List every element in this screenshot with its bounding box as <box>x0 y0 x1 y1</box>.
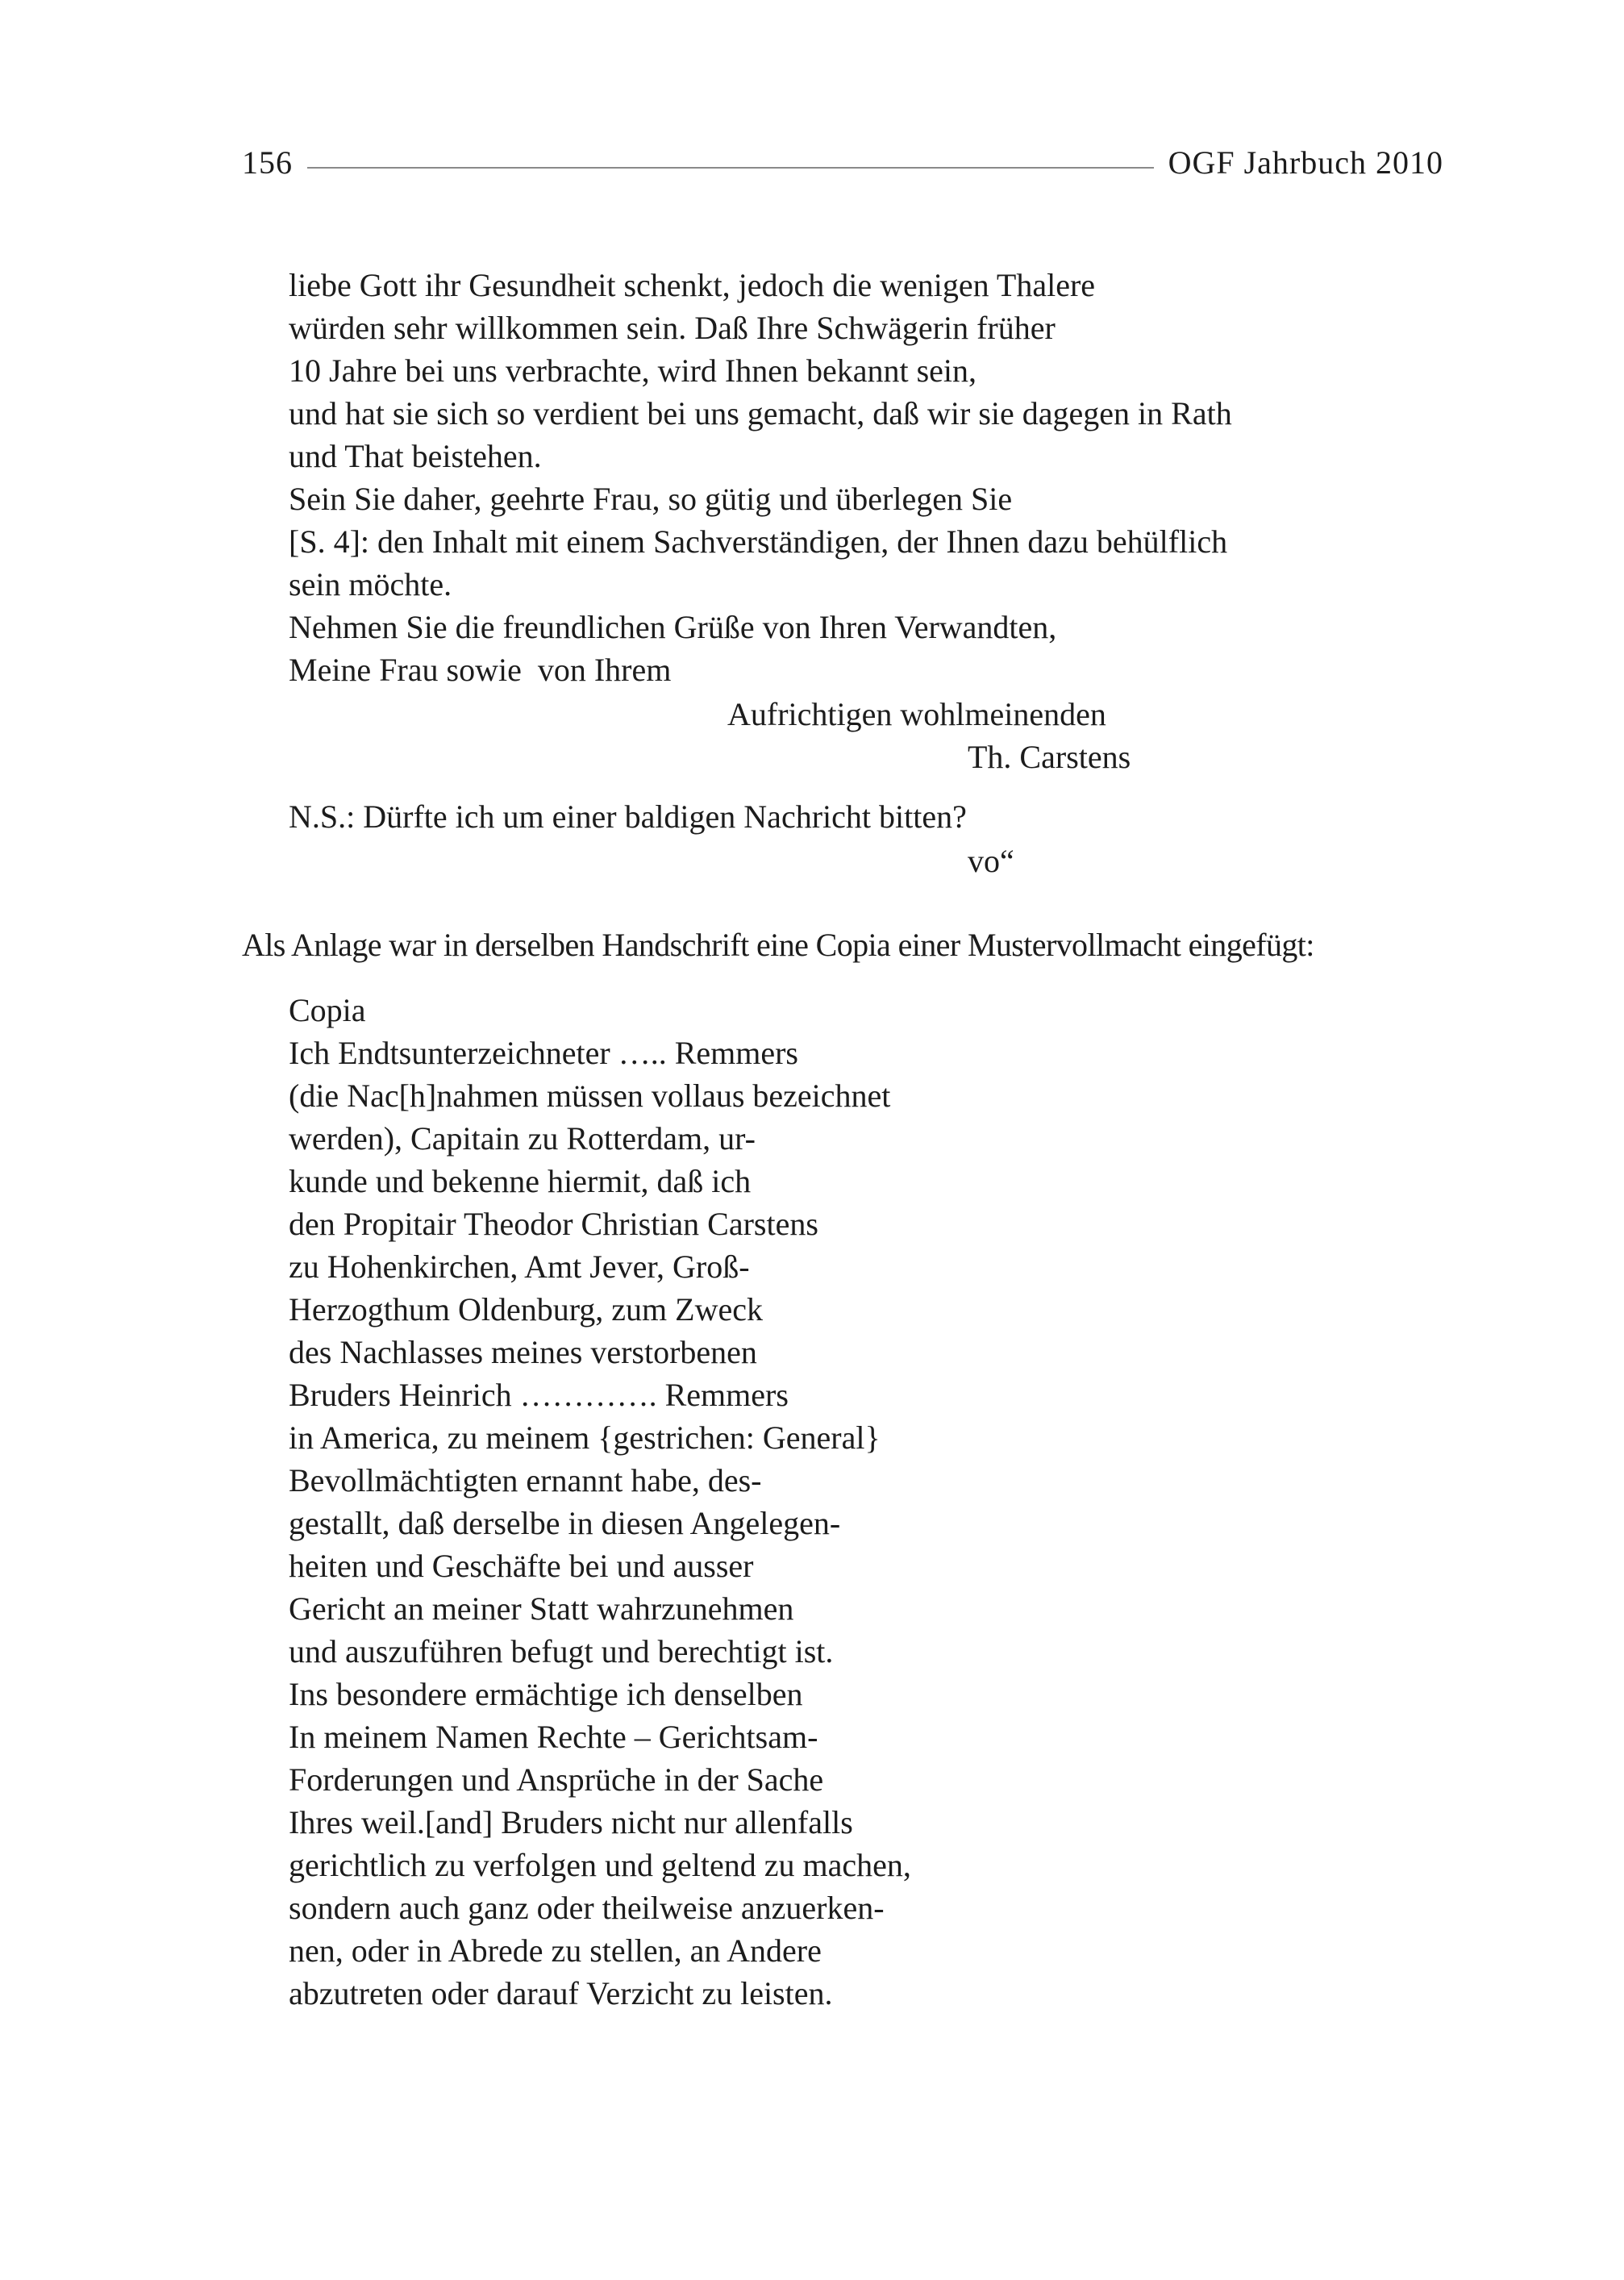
letter-postscript: N.S.: Dürfte ich um einer baldigen Nachricht bitten? <box>289 798 967 835</box>
copia-line: Bruders Heinrich …………. Remmers <box>289 1377 789 1413</box>
copia-line: Ins besondere ermächtige ich denselben <box>289 1676 803 1712</box>
copia-line: Gericht an meiner Statt wahrzunehmen <box>289 1590 794 1627</box>
copia-line: sondern auch ganz oder theilweise anzuerken- <box>289 1890 885 1926</box>
copia-line: Bevollmächtigten ernannt habe, des- <box>289 1462 762 1498</box>
letter-line: Meine Frau sowie von Ihrem <box>289 652 672 688</box>
copia-line: In meinem Namen Rechte – Gerichtsam- <box>289 1719 818 1755</box>
copia-line: Copia <box>289 992 366 1028</box>
copia-text <box>289 989 911 2015</box>
copia-line: abzutreten oder darauf Verzicht zu leisten. <box>289 1975 833 2011</box>
letter-line: und hat sie sich so verdient bei uns gemacht, daß wir sie dagegen in Rath <box>289 395 1232 431</box>
letter-line: Sein Sie daher, geehrte Frau, so gütig und überlegen Sie <box>289 481 1013 517</box>
copia-line: Herzogthum Oldenburg, zum Zweck <box>289 1291 763 1328</box>
letter-line: Nehmen Sie die freundlichen Grüße von Ihren Verwandten, <box>289 609 1057 645</box>
copia-line: kunde und bekenne hiermit, daß ich <box>289 1163 752 1199</box>
copia-line: den Propitair Theodor Christian Carstens <box>289 1206 818 1242</box>
copia-line: und auszuführen befugt und berechtigt ist. <box>289 1633 834 1669</box>
copia-line: gerichtlich zu verfolgen und geltend zu machen, <box>289 1847 911 1883</box>
letter-line: sein möchte. <box>289 566 452 602</box>
letter-line: liebe Gott ihr Gesundheit schenkt, jedoch die wenigen Thalere <box>289 267 1096 303</box>
letter-closing: Aufrichtigen wohlmeinenden <box>727 696 1106 732</box>
copia-line: Forderungen und Ansprüche in der Sache <box>289 1761 824 1798</box>
copia-line: (die Nac[h]nahmen müssen vollaus bezeichnet <box>289 1077 891 1114</box>
copia-line: in America, zu meinem {gestrichen: General} <box>289 1419 881 1456</box>
journal-title: OGF Jahrbuch 2010 <box>1168 144 1443 181</box>
page-number: 156 <box>242 144 293 181</box>
letter-line: und That beistehen. <box>289 438 542 474</box>
copia-line: nen, oder in Abrede zu stellen, an Andere <box>289 1932 822 1969</box>
copia-line: zu Hohenkirchen, Amt Jever, Groß- <box>289 1248 750 1285</box>
postscript-mark: vo“ <box>968 843 1014 879</box>
header-rule <box>307 167 1154 169</box>
copia-line: Ich Endtsunterzeichneter ….. Remmers <box>289 1035 798 1071</box>
copia-line: gestallt, daß derselbe in diesen Angelegen- <box>289 1505 841 1541</box>
running-head <box>242 144 1443 192</box>
letter-line: würden sehr willkommen sein. Daß Ihre Schwägerin früher <box>289 310 1056 346</box>
letter-signature: Th. Carstens <box>968 739 1131 775</box>
copia-line: heiten und Geschäfte bei und ausser <box>289 1548 754 1584</box>
letter-text <box>289 264 1232 691</box>
letter-line: [S. 4]: den Inhalt mit einem Sachverständigen, der Ihnen dazu behülflich <box>289 523 1228 560</box>
copia-line: Ihres weil.[and] Bruders nicht nur allenfalls <box>289 1804 853 1840</box>
copia-line: des Nachlasses meines verstorbenen <box>289 1334 757 1370</box>
copia-line: werden), Capitain zu Rotterdam, ur- <box>289 1120 756 1157</box>
intro-paragraph: Als Anlage war in derselben Handschrift eine Copia einer Mustervollmacht eingefügt: <box>242 927 1314 963</box>
letter-line: 10 Jahre bei uns verbrachte, wird Ihnen bekannt sein, <box>289 352 977 389</box>
